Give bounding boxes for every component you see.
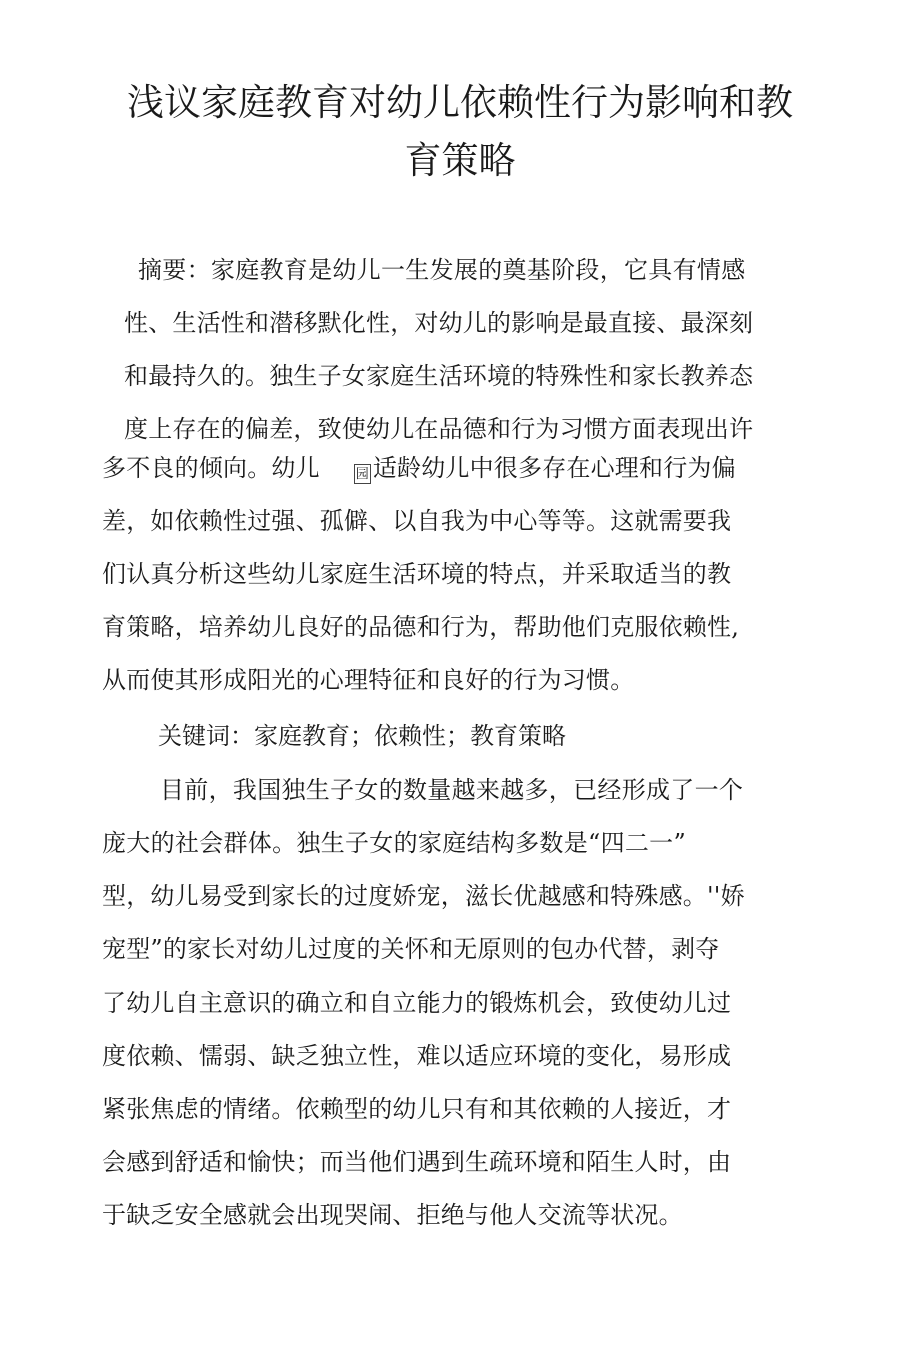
body-line: 了幼儿自主意识的确立和自立能力的锻炼机会，致使幼儿过 <box>102 989 732 1017</box>
body-line: 会感到舒适和愉快；而当他们遇到生疏环境和陌生人时，由 <box>102 1148 732 1176</box>
body-line: 庞大的社会群体。独生子女的家庭结构多数是“四二一” <box>102 829 687 857</box>
abstract-line-end: 适龄幼儿中很多存在心理和行为偏 <box>372 454 736 482</box>
body-line: 宠型”的家长对幼儿过度的关怀和无原则的包办代替，剥夺 <box>102 935 720 963</box>
keywords: 关键词：家庭教育；依赖性；教育策略 <box>158 722 566 750</box>
document-title: 浅议家庭教育对幼儿依赖性行为影响和教育策略 <box>127 81 793 182</box>
abstract-line: 从而使其形成阳光的心理特征和良好的行为习惯。 <box>102 666 635 694</box>
abstract-line: 度上存在的偏差，致使幼儿在品德和行为习惯方面表现出许 <box>124 415 754 443</box>
missing-glyph-box: 园 <box>354 464 371 484</box>
abstract-line <box>102 453 736 483</box>
abstract-line: 摘要：家庭教育是幼儿一生发展的奠基阶段，它具有情感 <box>138 256 746 284</box>
body-line: 紧张焦虑的情绪。依赖型的幼儿只有和其依赖的人接近，才 <box>102 1095 732 1123</box>
abstract-line: 和最持久的。独生子女家庭生活环境的特殊性和家长教养态 <box>124 362 754 390</box>
abstract-line: 差，如依赖性过强、孤僻、以自我为中心等等。这就需要我 <box>102 507 732 535</box>
body-line: 度依赖、懦弱、缺乏独立性，难以适应环境的变化，易形成 <box>102 1042 732 1070</box>
abstract-line: 育策略，培养幼儿良好的品德和行为，帮助他们克服依赖性, <box>102 613 740 641</box>
abstract-line: 们认真分析这些幼儿家庭生活环境的特点，并采取适当的教 <box>102 560 732 588</box>
abstract-line-start: 多不良的倾向。幼儿 <box>102 454 320 482</box>
abstract-line: 性、生活性和潜移默化性，对幼儿的影响是最直接、最深刻 <box>124 309 754 337</box>
body-line: 型，幼儿易受到家长的过度娇宠，滋长优越感和特殊感。''娇 <box>102 882 745 910</box>
body-line: 目前，我国独生子女的数量越来越多，已经形成了一个 <box>160 776 744 804</box>
body-line: 于缺乏安全感就会出现哭闹、拒绝与他人交流等状况。 <box>102 1201 683 1229</box>
